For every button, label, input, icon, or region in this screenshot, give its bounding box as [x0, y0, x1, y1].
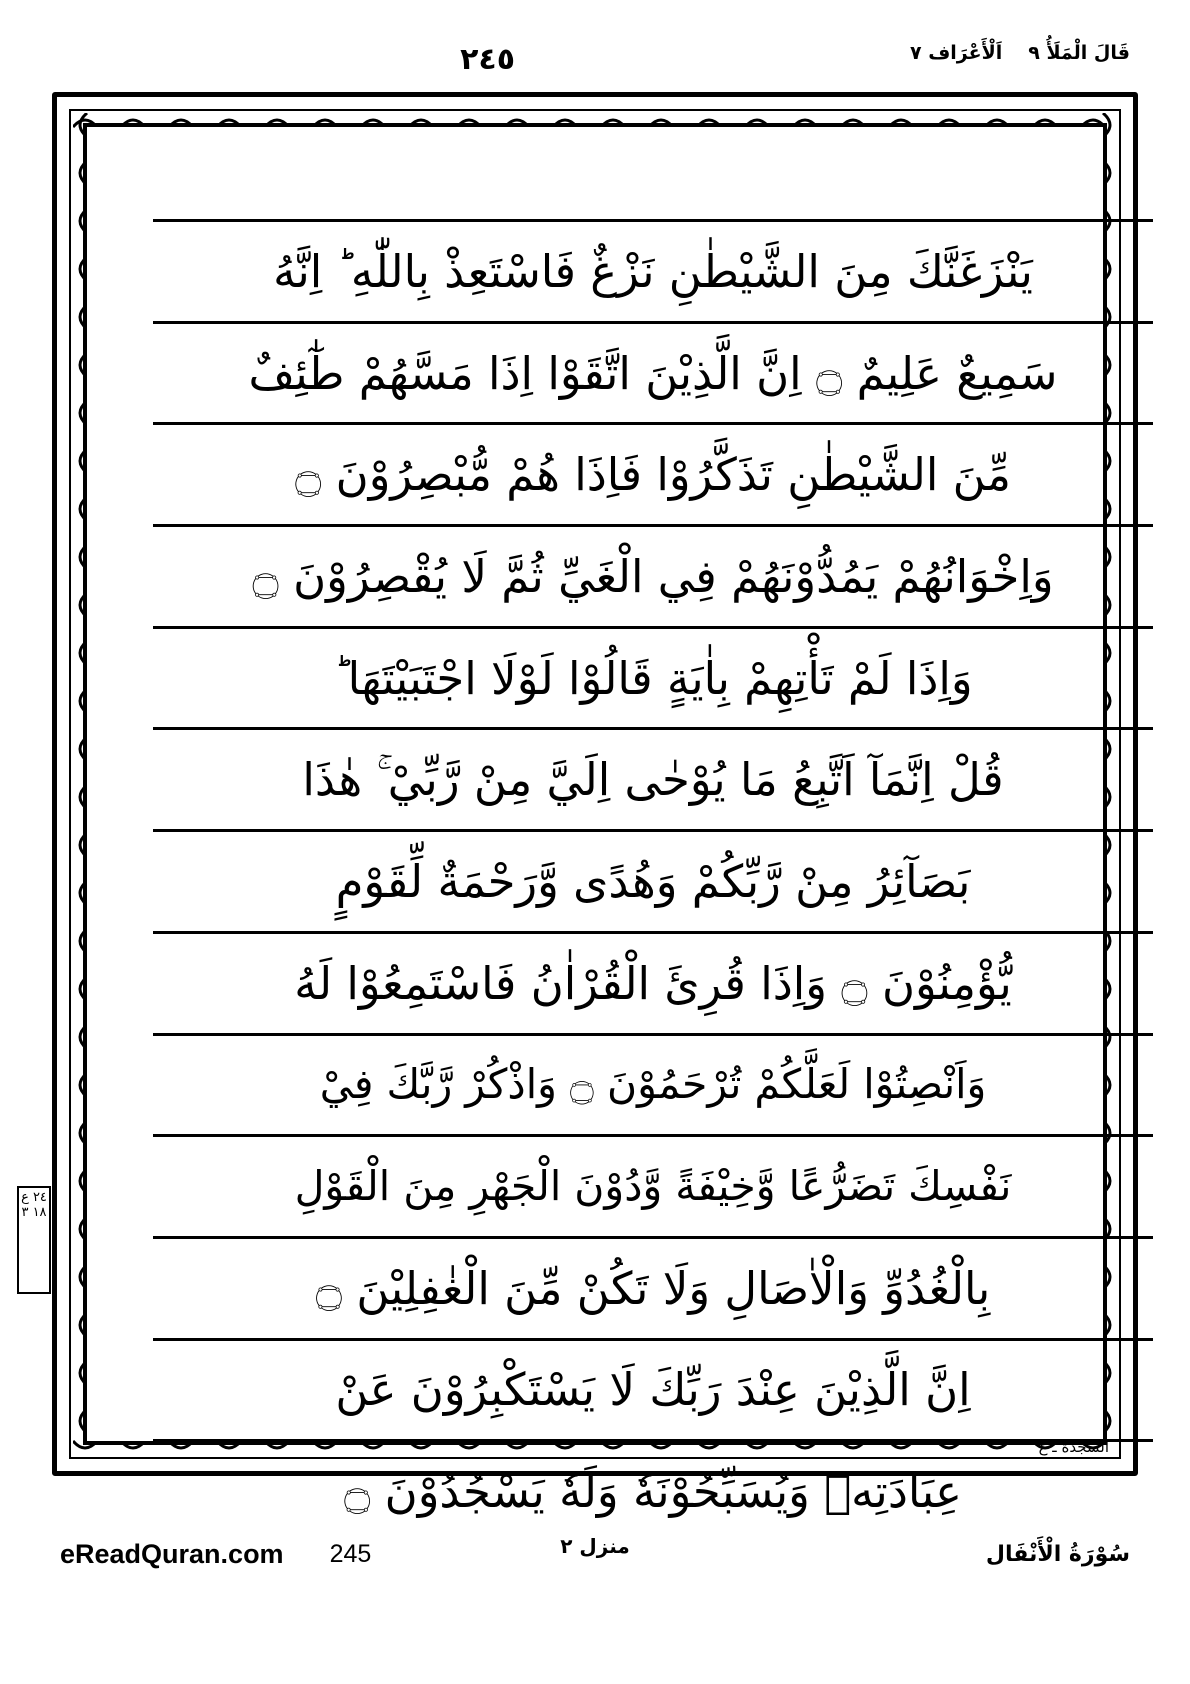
quran-line: [153, 324, 1153, 426]
site-name: eReadQuran.com: [60, 1538, 284, 1569]
quran-line-text: وَاِخْوَانُهُمْ يَمُدُّوْنَهُمْ فِي الْغَيِّ ثُمَّ لَا يُقْصِرُوْنَ ۝: [252, 549, 1054, 603]
quran-line-text: قُلْ اِنَّمَآ اَتَّبِعُ مَا يُوْحٰى اِلَيَّ مِنْ رَّبِّيْ ۚ هٰذَا: [302, 753, 1004, 807]
juz-label: قَالَ الْمَلَأُ ٩: [1028, 42, 1130, 64]
quran-line: [153, 527, 1153, 629]
quran-line: [153, 219, 1153, 324]
quran-line: [153, 1438, 1153, 1541]
quran-line-text: وَاَنْصِتُوْا لَعَلَّكُمْ تُرْحَمُوْنَ ۝ وَاذْكُرْ رَّبَّكَ فِيْ: [319, 1060, 987, 1109]
sajda-note: السجدة ـ ع: [1035, 1438, 1113, 1459]
footer-manzil: منزل ٢: [560, 1534, 630, 1558]
page-header: [60, 42, 1130, 82]
margin-note-box: [14, 1180, 54, 1300]
footer-right-group: [60, 1539, 371, 1570]
quran-line: [153, 629, 1153, 731]
quran-line: [153, 1036, 1153, 1138]
quran-line: [153, 730, 1153, 832]
quran-line: [153, 832, 1153, 934]
page-number-arabic: ٢٤٥: [460, 42, 516, 77]
footer-sura-name: سُوْرَةُ الْأَنْفَال: [985, 1541, 1130, 1567]
margin-note-text: ٢٤ ع ١٨ ٣: [17, 1186, 51, 1294]
page-footer: [60, 1532, 1130, 1576]
quran-line-text: نَفْسِكَ تَضَرُّعًا وَّخِيْفَةً وَّدُوْنَ الْجَهْرِ مِنَ الْقَوْلِ: [294, 1162, 1012, 1211]
quran-line-text: بَصَآئِرُ مِنْ رَّبِّكُمْ وَهُدًى وَّرَحْمَةٌ لِّقَوْمٍ: [335, 854, 971, 908]
quran-line-text: اِنَّ الَّذِيْنَ عِنْدَ رَبِّكَ لَا يَسْتَكْبِرُوْنَ عَنْ: [335, 1363, 971, 1417]
quran-line: [153, 1137, 1153, 1239]
quran-line-text: يُّؤْمِنُوْنَ ۝ وَاِذَا قُرِئَ الْقُرْاٰنُ فَاسْتَمِعُوْا لَهُ: [294, 956, 1012, 1010]
quran-text-block: [153, 219, 1153, 1541]
quran-line-text: مِّنَ الشَّيْطٰنِ تَذَكَّرُوْا فَاِذَا هُمْ مُّبْصِرُوْنَ ۝: [294, 448, 1012, 502]
header-right-group: [910, 42, 1130, 64]
quran-line: [153, 934, 1153, 1036]
quran-line-text: بِالْغُدُوِّ وَالْاٰصَالِ وَلَا تَكُنْ مِّنَ الْغٰفِلِيْنَ ۝: [315, 1261, 991, 1315]
ornamental-border-outer: [52, 92, 1138, 1519]
quran-line-text: يَنْزَغَنَّكَ مِنَ الشَّيْطٰنِ نَزْغٌ فَاسْتَعِذْ بِاللّٰهِ ؕ اِنَّهُ: [273, 244, 1033, 298]
footer-page-number: 245: [329, 1539, 372, 1568]
quran-line: [153, 425, 1153, 527]
quran-line: [153, 1341, 1153, 1443]
quran-line: [153, 1239, 1153, 1341]
sura-label: اَلْأَعْرَاف ٧: [910, 42, 1003, 64]
quran-line-text: عِبَادَتِهٖ وَيُسَبِّحُوْنَهٗ وَلَهٗ يَسْجُدُوْنَ ۝: [343, 1465, 963, 1519]
quran-line-text: وَاِذَا لَمْ تَأْتِهِمْ بِاٰيَةٍ قَالُوْا لَوْلَا اجْتَبَيْتَهَا ؕ: [333, 651, 973, 705]
quran-line-text: سَمِيعٌ عَلِيمٌ ۝ اِنَّ الَّذِيْنَ اتَّقَوْا اِذَا مَسَّهُمْ طٰٓئِفٌ: [248, 346, 1058, 400]
